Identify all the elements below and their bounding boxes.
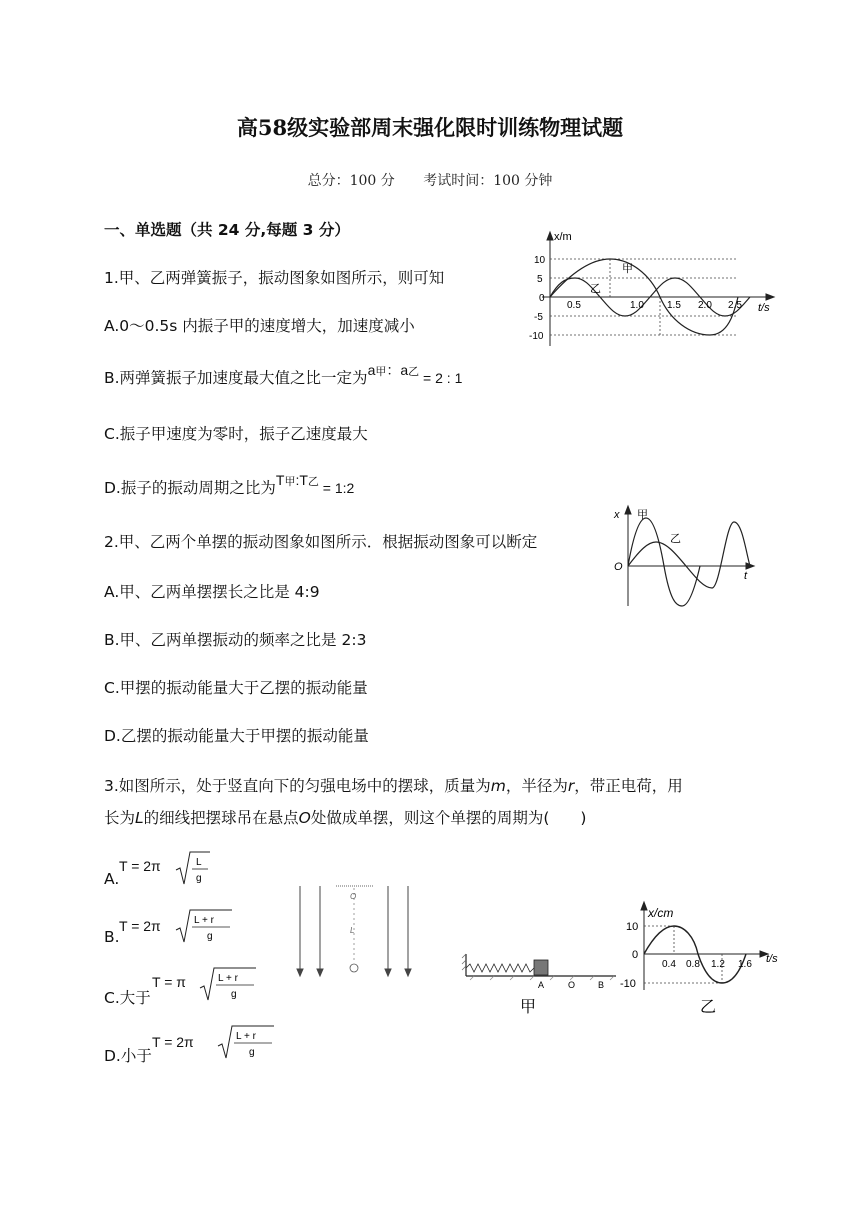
q1-xtick-1.5: 1.5 [667, 300, 681, 311]
q1-b-a2: a [400, 362, 409, 378]
q3-line2-c: 处做成单摆，则这个单摆的周期为( ) [310, 809, 587, 827]
section-heading: 一、单选题（共 24 分,每题 3 分） [104, 221, 350, 239]
q3-var-m: m [490, 777, 506, 795]
q3-option-d-label: D.小于 [104, 1047, 152, 1065]
q3-option-d-lhs: T = 2π [152, 1034, 194, 1050]
q1-xtick-0.5: 0.5 [567, 300, 581, 311]
q2-option-b: B.甲、乙两单摆振动的频率之比是 2:3 [104, 631, 367, 649]
q1-option-b [104, 362, 463, 388]
q1-option-d [104, 472, 355, 498]
q3-line1-c: ，带正电荷，用 [574, 777, 683, 795]
q3-var-O: O [298, 809, 311, 827]
q3-spring-caption: 甲 [520, 999, 537, 1016]
q3-graph-xtick-0.4: 0.4 [662, 959, 676, 970]
q3-spring-label-A: A [538, 980, 545, 990]
q1-option-c: C.振子甲速度为零时，振子乙速度最大 [104, 425, 368, 443]
q3-option-c [104, 964, 284, 1006]
q3-option-c-den: g [231, 989, 237, 1000]
q3-graph-caption: 乙 [700, 999, 717, 1016]
q3-option-a-label: A. [104, 870, 120, 888]
q3-option-b-sqrt [174, 908, 234, 946]
q3-option-a-den: g [196, 873, 202, 884]
q1-label-yi: 乙 [590, 283, 601, 295]
exam-meta [0, 170, 860, 190]
q3-var-r: r [567, 777, 575, 795]
q3-graph-ytick-n10: -10 [620, 978, 636, 990]
q3-option-b-lhs: T = 2π [119, 918, 161, 934]
q3-line1-a: 3.如图所示，处于竖直向下的匀强电场中的摆球，质量为 [104, 777, 491, 795]
q1-d-sub1: 甲 [284, 476, 296, 488]
q1-option-d-text: D.振子的振动周期之比为 [104, 479, 276, 497]
q2-label-yi: 乙 [670, 533, 681, 545]
q3-line2-b: 的细线把摆球吊在悬点 [143, 809, 299, 827]
page-title: 高58级实验部周末强化限时训练物理试题 [236, 115, 624, 140]
q2-origin-label: O [614, 561, 623, 573]
q1-option-b-text: B.两弹簧振子加速度最大值之比一定为 [104, 369, 368, 387]
q1-b-colon: ： [386, 362, 401, 378]
q1-vibration-graph [520, 228, 785, 350]
q3-option-c-lhs: T = π [152, 974, 186, 990]
q1-axis-x-label: t/s [758, 302, 770, 314]
q3-option-c-num: L + r [218, 973, 238, 984]
q1-ytick-10: 10 [534, 255, 546, 266]
q2-option-d: D.乙摆的振动能量大于甲摆的振动能量 [104, 727, 369, 745]
total-score: 总分：100 分 [307, 173, 395, 189]
q1-b-sub2: 乙 [408, 366, 420, 378]
q3-option-a-num: L [196, 857, 202, 868]
q3-graph-ytick-10: 10 [626, 921, 639, 933]
q3-pendulum-field-figure [292, 880, 417, 980]
q3-option-a [104, 848, 264, 890]
q1-b-formula [368, 362, 420, 378]
q3-option-d-den: g [249, 1047, 255, 1058]
q3-option-b-num: L + r [194, 915, 214, 926]
q1-ytick-n5: -5 [534, 312, 543, 323]
q3-line2 [104, 806, 586, 828]
q3-pendulum-label-O: O [350, 892, 357, 901]
q1-b-a1: a [367, 362, 376, 378]
q1-d-formula [276, 472, 319, 488]
q1-xtick-2.0: 2.0 [698, 300, 712, 311]
q3-option-c-sqrt [198, 966, 258, 1004]
q1-d-ratio: = 1:2 [318, 480, 355, 496]
q3-var-L: L [135, 809, 144, 827]
q1-xtick-1.0: 1.0 [630, 300, 644, 311]
q3-graph-xtick-0.8: 0.8 [686, 959, 700, 970]
q2-option-a: A.甲、乙两单摆摆长之比是 4:9 [104, 583, 320, 601]
q1-stem: 1.甲、乙两弹簧振子，振动图象如图所示，则可知 [104, 269, 445, 287]
q1-ytick-0: 0 [539, 293, 545, 304]
q3-option-a-sqrt [174, 850, 214, 888]
q3-option-b [104, 906, 284, 948]
q3-graph-xtick-1.6: 1.6 [738, 959, 752, 970]
q1-d-t1: T [275, 472, 285, 488]
q1-ytick-n10: -10 [529, 331, 544, 342]
q1-axis-y-label: x/m [554, 231, 572, 243]
q3-line1 [104, 774, 683, 796]
q2-curve-yi [628, 522, 750, 588]
q2-curve-jia [628, 518, 700, 606]
q2-pendulum-graph [610, 502, 760, 610]
q1-b-sub1: 甲 [375, 366, 387, 378]
q3-option-b-den: g [207, 931, 213, 942]
q3-option-d-num: L + r [236, 1031, 256, 1042]
q3-spring-oscillator-figure [460, 950, 620, 1018]
q2-axis-x-label: t [744, 570, 748, 582]
q3-option-b-label: B. [104, 928, 120, 946]
q3-option-d-sqrt [216, 1024, 276, 1062]
q2-axis-y-label: x [614, 509, 620, 521]
q3-line2-a: 长为 [104, 809, 136, 827]
q3-graph-axis-y: x/cm [648, 906, 674, 920]
q1-ytick-5: 5 [537, 274, 543, 285]
q1-label-jia: 甲 [622, 263, 633, 275]
q1-xtick-2.5: 2.5 [728, 300, 742, 311]
q3-spring-label-B: B [598, 980, 605, 990]
q3-graph-axis-x: t/s [766, 953, 778, 965]
q3-option-d [104, 1022, 284, 1064]
q2-stem: 2.甲、乙两个单摆的振动图象如图所示．根据振动图象可以断定 [104, 533, 538, 551]
q2-option-c: C.甲摆的振动能量大于乙摆的振动能量 [104, 679, 368, 697]
exam-time: 考试时间：100 分钟 [423, 173, 553, 189]
q3-option-a-lhs: T = 2π [119, 858, 161, 874]
q3-displacement-graph [618, 898, 786, 1020]
q3-pendulum-label-L: L [350, 926, 355, 935]
q1-option-a: A.0～0.5s 内振子甲的速度增大，加速度减小 [104, 317, 415, 335]
q1-d-sub2: 乙 [307, 476, 319, 488]
q2-label-jia: 甲 [637, 509, 648, 521]
q3-graph-xtick-1.2: 1.2 [711, 959, 725, 970]
q3-option-c-label: C.大于 [104, 989, 151, 1007]
q1-b-ratio: = 2 : 1 [419, 370, 463, 386]
q3-spring-label-O: O [568, 980, 576, 990]
q3-line1-b: ，半径为 [505, 777, 568, 795]
q3-graph-ytick-0: 0 [632, 949, 639, 961]
q1-d-colon: :T [295, 472, 308, 488]
